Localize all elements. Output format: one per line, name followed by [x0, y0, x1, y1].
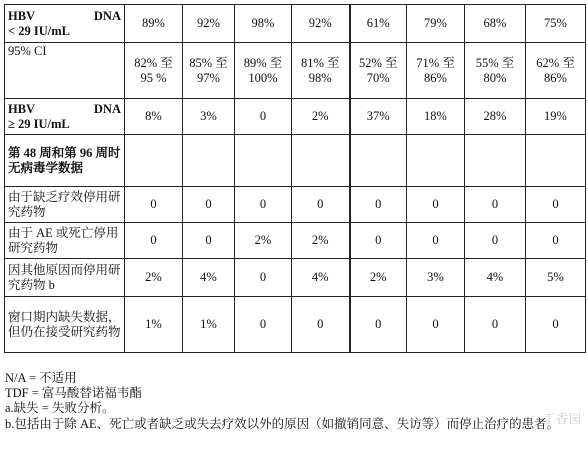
- table-cell: 37%: [350, 99, 407, 135]
- table-cell: 75%: [526, 5, 586, 43]
- table-cell: 4%: [183, 259, 235, 297]
- table-cell: 0: [526, 297, 586, 353]
- table-cell: 0: [350, 187, 407, 223]
- table-cell: 92%: [292, 5, 350, 43]
- table-row: [5, 223, 586, 259]
- table-cell: [235, 135, 292, 187]
- table-cell: 61%: [350, 5, 407, 43]
- table-cell: 5%: [526, 259, 586, 297]
- table-cell: 3%: [407, 259, 465, 297]
- table-cell: 0: [465, 223, 526, 259]
- table-cell: 0: [183, 223, 235, 259]
- table-cell: 55% 至 80%: [465, 43, 526, 99]
- table-cell: [350, 135, 407, 187]
- table-cell: 0: [125, 187, 183, 223]
- table-cell: 4%: [292, 259, 350, 297]
- table-cell: 0: [407, 223, 465, 259]
- table-cell: 81% 至 98%: [292, 43, 350, 99]
- table-cell: [183, 135, 235, 187]
- table-cell: 28%: [465, 99, 526, 135]
- table-cell: 1%: [125, 297, 183, 353]
- table-cell: 1%: [183, 297, 235, 353]
- table-cell: 89% 至 100%: [235, 43, 292, 99]
- table-cell: 0: [235, 187, 292, 223]
- table-cell: [125, 135, 183, 187]
- table-cell: [292, 135, 350, 187]
- table-cell: 2%: [235, 223, 292, 259]
- table-cell: 0: [465, 187, 526, 223]
- table-row: [5, 43, 586, 99]
- row-label-ae-or-death: 由于 AE 或死亡停用研究药物: [5, 223, 125, 259]
- table-cell: 0: [235, 99, 292, 135]
- table-cell: 2%: [350, 259, 407, 297]
- footnote-b: b.包括由于除 AE、死亡或者缺乏或失去疗效以外的原因（如撤销同意、失访等）而停止治疗的患者。: [5, 416, 560, 431]
- footnotes: [5, 371, 585, 432]
- table-cell: 89%: [125, 5, 183, 43]
- table-cell: 0: [526, 223, 586, 259]
- watermark: 丁香园: [542, 412, 582, 426]
- footnote-a: a.缺失 = 失败分析。: [5, 401, 115, 416]
- table-cell: [526, 135, 586, 187]
- table-cell: 0: [235, 259, 292, 297]
- row-label-hbv-dna-ge29: HBV DNA ≥ 29 IU/mL: [5, 99, 125, 135]
- table-row: [5, 99, 586, 135]
- table-cell: 8%: [125, 99, 183, 135]
- table-cell: 98%: [235, 5, 292, 43]
- table-cell: 4%: [465, 259, 526, 297]
- table-cell: 3%: [183, 99, 235, 135]
- table-cell: 0: [350, 297, 407, 353]
- table-cell: [407, 135, 465, 187]
- table-cell: 0: [235, 297, 292, 353]
- table-cell: 0: [465, 297, 526, 353]
- table-cell: 19%: [526, 99, 586, 135]
- row-label-no-virologic-data: 第 48 周和第 96 周时无病毒学数据: [5, 135, 125, 187]
- row-label-other-reasons: 因其他原因而停用研究药物 b: [5, 259, 125, 297]
- table-cell: 62% 至 86%: [526, 43, 586, 99]
- table-cell: 0: [407, 297, 465, 353]
- table-row: [5, 259, 586, 297]
- table-cell: 0: [183, 187, 235, 223]
- table-cell: 92%: [183, 5, 235, 43]
- table-cell: 0: [526, 187, 586, 223]
- table-cell: 18%: [407, 99, 465, 135]
- row-label-hbv-dna-lt29: HBV DNA < 29 IU/mL: [5, 5, 125, 43]
- table-cell: 0: [350, 223, 407, 259]
- table-cell: [465, 135, 526, 187]
- table-cell: 79%: [407, 5, 465, 43]
- table-cell: 71% 至 86%: [407, 43, 465, 99]
- table-row: [5, 187, 586, 223]
- table-cell: 52% 至 70%: [350, 43, 407, 99]
- table-cell: 68%: [465, 5, 526, 43]
- row-label-lack-of-efficacy: 由于缺乏疗效停用研究药物: [5, 187, 125, 223]
- row-label-missing-in-window: 窗口期内缺失数据，但仍在接受研究药物: [5, 297, 125, 353]
- efficacy-table: [4, 4, 586, 353]
- table-row: [5, 135, 586, 187]
- table-cell: 0: [125, 223, 183, 259]
- table-cell: 82% 至 95 %: [125, 43, 183, 99]
- table-cell: 2%: [292, 223, 350, 259]
- footnote-na: N/A = 不适用: [5, 371, 77, 385]
- footnote-tdf: TDF = 富马酸替诺福韦酯: [5, 386, 142, 401]
- table-cell: 2%: [125, 259, 183, 297]
- table-row: [5, 5, 586, 43]
- table-cell: 0: [292, 297, 350, 353]
- table-row: [5, 297, 586, 353]
- table-cell: 85% 至 97%: [183, 43, 235, 99]
- table-cell: 0: [407, 187, 465, 223]
- table-cell: 2%: [292, 99, 350, 135]
- row-label-95ci: 95% CI: [5, 43, 125, 99]
- table-cell: 0: [292, 187, 350, 223]
